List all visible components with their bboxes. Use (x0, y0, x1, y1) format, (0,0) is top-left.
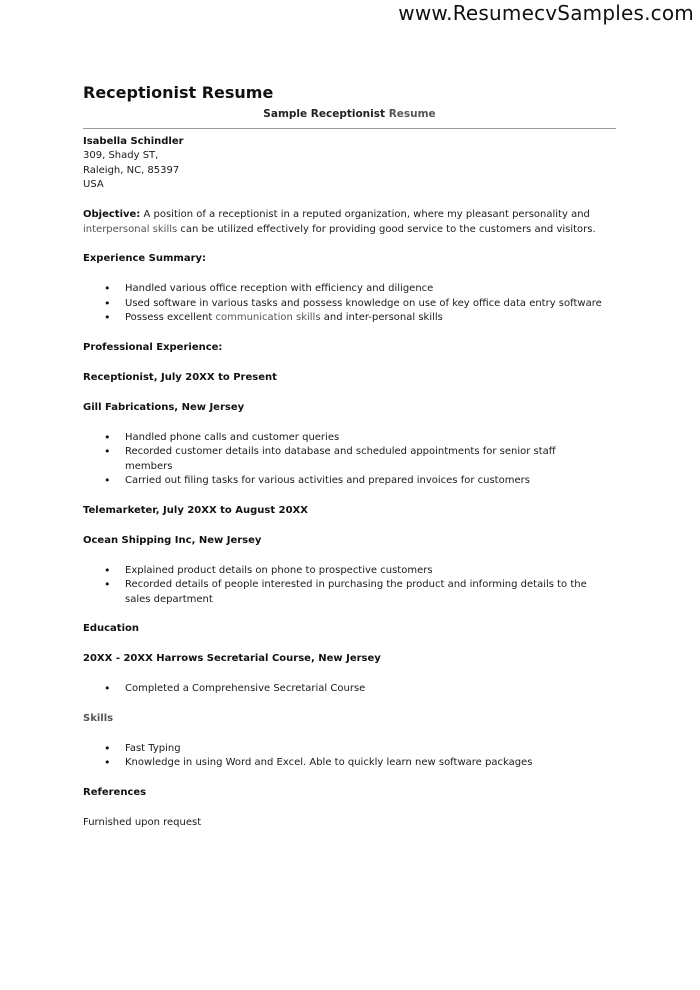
objective-text-part1: A position of a receptionist in a reputed organization, where my pleasant personality and (140, 209, 590, 221)
site-watermark: www.ResumecvSamples.com (398, 1, 694, 25)
list-item: • Completed a Comprehensive Secretarial Course (104, 682, 603, 696)
subtitle-main: Sample Receptionist (263, 108, 386, 120)
professional-experience-heading: Professional Experience: (83, 342, 223, 354)
job2-title: Telemarketer, July 20XX to August 20XX (83, 504, 308, 516)
contact-country: USA (83, 179, 104, 191)
experience-summary-list (104, 282, 603, 325)
header-divider (83, 128, 616, 129)
references-text: Furnished upon request (83, 817, 202, 829)
education-heading: Education (83, 623, 139, 635)
contact-address-line1: 309, Shady ST, (83, 150, 159, 162)
contact-block (83, 135, 603, 193)
education-course: 20XX - 20XX Harrows Secretarial Course, New Jersey (83, 653, 381, 665)
references-heading: References (83, 787, 147, 799)
list-item: • Carried out filing tasks for various activities and prepared invoices for customers (104, 474, 603, 488)
list-item: • Recorded details of people interested in purchasing the product and informing details to the sales department (104, 578, 603, 607)
objective-text-part2: can be utilized effectively for providing good service to the customers and visitors. (177, 223, 596, 235)
resume-subtitle (83, 108, 616, 120)
experience-summary-heading: Experience Summary: (83, 253, 207, 265)
skills-list (104, 742, 603, 771)
skills-heading: Skills (83, 713, 114, 725)
job2-duties-list (104, 564, 603, 607)
contact-address-line2: Raleigh, NC, 85397 (83, 164, 180, 176)
list-item: • Handled phone calls and customer queries (104, 431, 603, 445)
education-list (104, 682, 603, 696)
job2-company: Ocean Shipping Inc, New Jersey (83, 534, 262, 546)
resume-title: Receptionist Resume (83, 83, 274, 102)
resume-body (83, 135, 603, 831)
job1-company: Gill Fabrications, New Jersey (83, 401, 245, 413)
job1-title: Receptionist, July 20XX to Present (83, 371, 277, 383)
subtitle-muted: Resume (388, 108, 436, 120)
contact-name: Isabella Schindler (83, 136, 184, 147)
list-item-text: Possess excellent (125, 312, 216, 324)
list-item: • Recorded customer details into database and scheduled appointments for senior staff members (104, 445, 603, 474)
list-item (104, 311, 603, 325)
list-item-text: and inter-personal skills (320, 312, 443, 324)
interpersonal-skills-link[interactable]: interpersonal skills (83, 223, 178, 235)
list-item: • Handled various office reception with efficiency and diligence (104, 282, 603, 296)
objective-label: Objective: (83, 209, 141, 221)
communication-skills-link[interactable]: communication skills (215, 312, 321, 324)
list-item: • Fast Typing (104, 742, 603, 756)
objective-section (83, 208, 603, 237)
job1-duties-list (104, 431, 603, 489)
list-item: • Explained product details on phone to prospective customers (104, 564, 603, 578)
list-item: • Knowledge in using Word and Excel. Able to quickly learn new software packages (104, 756, 603, 770)
list-item: • Used software in various tasks and possess knowledge on use of key office data entry software (104, 297, 603, 311)
